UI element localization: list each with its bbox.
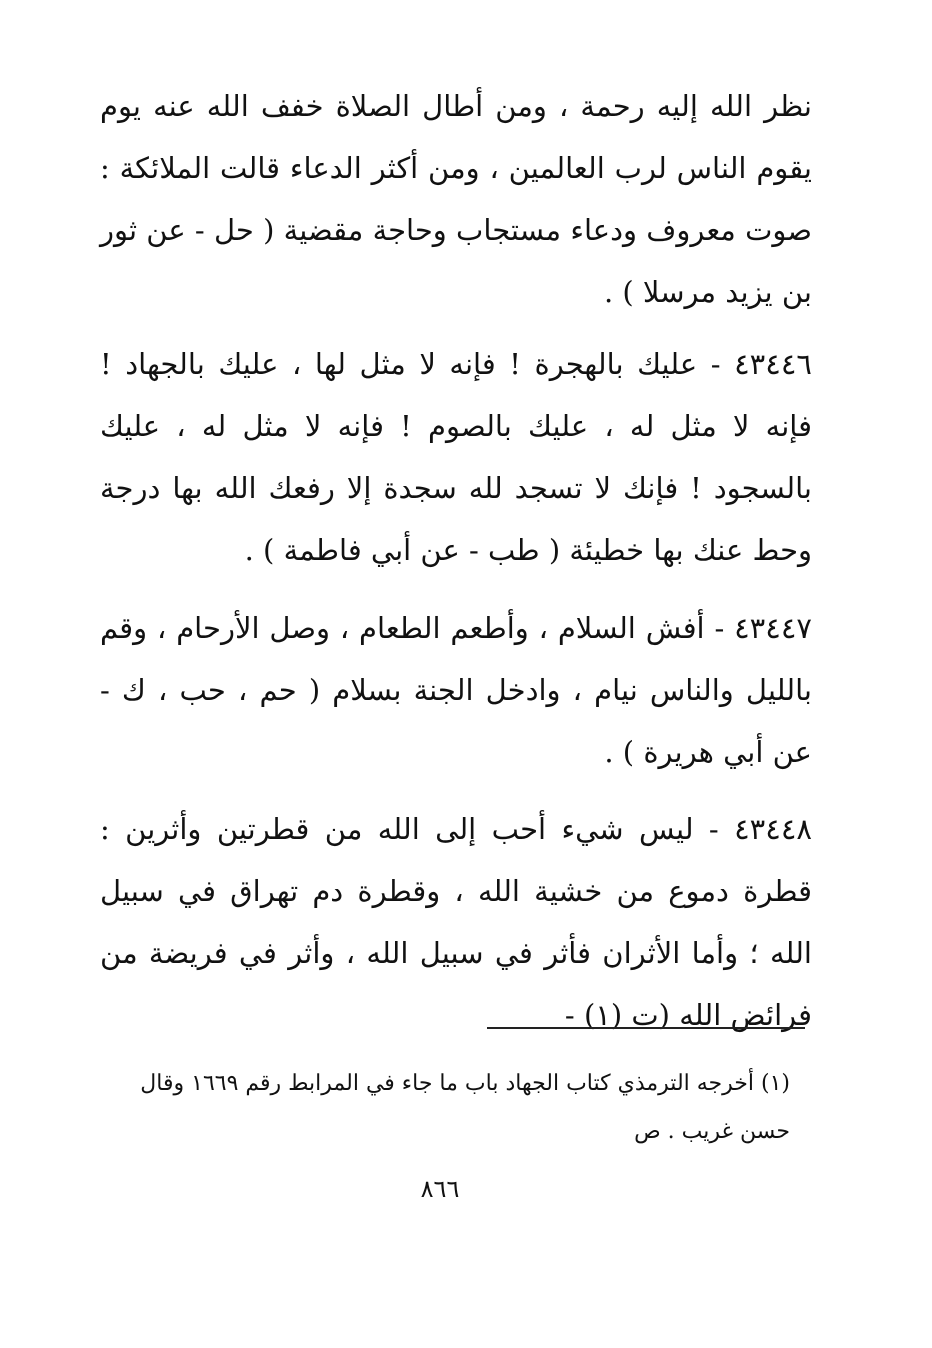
- footnote: (١) أخرجه الترمذي كتاب الجهاد باب ما جاء في المرابط رقم ١٦٦٩ وقال حسن غريب . ص: [140, 1071, 790, 1144]
- hadith-43447: ٤٣٤٤٧ - أفش السلام ، وأطعم الطعام ، وصل الأرحام ، وقم بالليل والناس نيام ، وادخل الجنة بسلام ( حم ، حب ، ك - عن أبي هريرة ) .: [100, 611, 812, 769]
- paragraph-continuation: نظر الله إليه رحمة ، ومن أطال الصلاة خفف الله عنه يوم يقوم الناس لرب العالمين ، ومن أكثر الدعاء قالت الملائكة : صوت معروف ودعاء مستجاب وحاجة مقضية ( حل - عن ثور بن يزيد مرسلا ) .: [100, 89, 812, 309]
- hadith-43446: ٤٣٤٤٦ - عليك بالهجرة ! فإنه لا مثل لها ، عليك بالجهاد ! فإنه لا مثل له ، عليك بالصوم ! فإنه لا مثل له ، عليك بالسجود ! فإنك لا تسجد لله سجدة إلا رفعك الله بها درجة وحط عنك بها خطيئة ( طب - عن أبي فاطمة ) .: [100, 347, 812, 567]
- hadith-43448: ٤٣٤٤٨ - ليس شيء أحب إلى الله من قطرتين وأثرين : قطرة دموع من خشية الله ، وقطرة دم تهراق في سبيل الله ؛ وأما الأثران فأثر في سبيل الله ، وأثر في فريضة من فرائض الله (ت (١) -: [100, 812, 812, 1032]
- page-number: ٨٦٦: [420, 1175, 460, 1203]
- footnote-divider: [487, 1027, 805, 1029]
